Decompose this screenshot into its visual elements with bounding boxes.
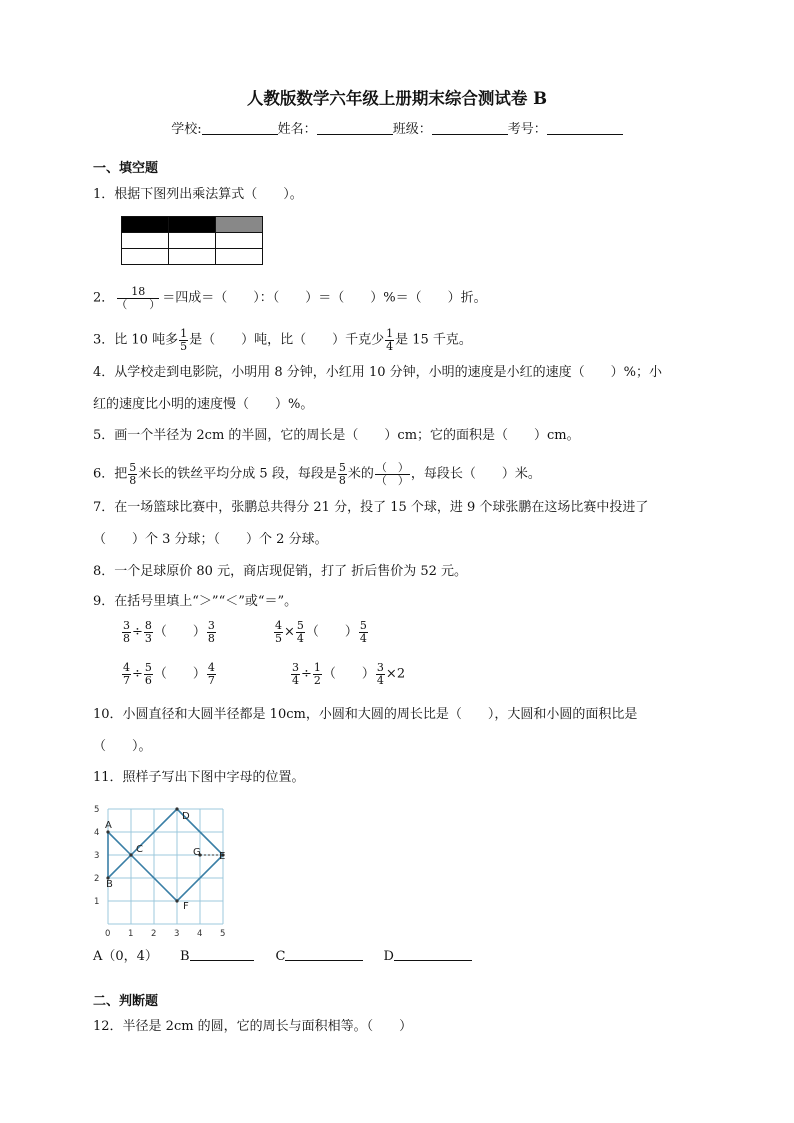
y-tick-label: 4 [94,828,100,838]
empty-cell [122,249,169,265]
operator: ÷ [301,666,312,682]
point-c [129,853,132,856]
point-label-e: E [219,851,226,862]
fraction: $\frac{5}{4}$ [359,619,367,645]
answer-d-blank[interactable] [394,948,472,961]
fraction: $\frac{18}{( )}$ [116,285,161,311]
fraction: $\frac{1}{5}$ [180,327,188,353]
fraction: $\frac{3}{4}$ [292,661,299,687]
y-tick-label: 5 [94,805,100,815]
fraction: $\frac{5}{6}$ [144,661,152,687]
fraction: $\frac{4}{7}$ [207,661,215,687]
question-3 [93,328,472,352]
section-heading-fill-in: 一、填空题 [93,161,159,176]
school-blank[interactable] [202,121,278,135]
fraction: $\frac{1}{2}$ [313,661,321,687]
text: 6．把 [93,466,128,482]
answer-c-label: C [275,949,286,964]
question-8: 8．一个足球原价 80 元，商店现促销，打了 折后售价为 52 元。 [93,564,468,579]
answer-b-label: B [179,949,190,964]
y-tick-label: 3 [94,851,100,861]
school-label: 学校: [171,122,202,137]
point-label-a: A [105,820,112,831]
partial-filled-cell [216,217,263,233]
question-10-line-1: 10．小圆直径和大圆半径都是 10cm，小圆和大圆的周长比是（ ），大圆和小圆的面积比是 [93,707,638,722]
y-tick-label: 2 [94,874,100,884]
question-4-line-1: 4．从学校走到电影院，小明用 8 分钟，小红用 10 分钟，小明的速度是小红的速度（ ）%；小 [93,365,662,380]
question-6 [93,462,541,486]
x-tick-label: 5 [220,929,226,939]
fraction: $\frac{3}{8}$ [207,619,215,645]
answer-a: A（0，4） [93,949,158,964]
point-label-d: D [182,811,190,822]
fraction: $\frac{3}{4}$ [376,661,384,687]
text: 米的 [347,466,374,482]
text: 3．比 10 吨多 [93,332,179,348]
x-tick-label: 1 [128,929,134,939]
y-tick-label: 1 [94,897,100,907]
section-heading-true-false: 二、判断题 [93,994,159,1009]
student-info-line [0,121,794,136]
empty-cell [122,233,169,249]
name-label: 姓名： [277,122,317,137]
question-1: 1．根据下图列出乘法算式（ ）。 [93,187,303,202]
x-tick-label: 0 [105,929,111,939]
fraction: $\frac{8}{3}$ [144,619,152,645]
answer-blank: （ ） [153,624,206,640]
fraction: $\frac{3}{8}$ [123,619,130,645]
segment-a-f [108,832,177,901]
x-tick-label: 4 [197,929,203,939]
point-label-g: G [193,847,201,858]
filled-cell [122,217,169,233]
question-2-text: ＝四成＝（ ）：（ ）＝（ ）%＝（ ）折。 [162,290,487,306]
empty-cell [169,249,216,265]
class-blank[interactable] [432,121,508,135]
point-label-c: C [136,844,143,855]
comparison-4 [290,662,405,686]
fraction: $\frac{4}{7}$ [123,661,130,687]
question-5: 5．画一个半径为 2cm 的半圆，它的周长是（ ）cm；它的面积是（ ）cm。 [93,428,580,443]
fraction: $\frac{4}{5}$ [275,619,282,645]
operator: ÷ [132,624,143,640]
fraction: $\frac{1}{4}$ [386,327,394,353]
empty-cell [169,233,216,249]
x-tick-label: 2 [151,929,157,939]
empty-cell [216,249,263,265]
answer-c-blank[interactable] [285,948,363,961]
answer-b-blank[interactable] [190,948,254,961]
question-11-answers [93,948,472,963]
question-7-line-1: 7．在一场篮球比赛中，张鹏总共得分 21 分，投了 15 个球，进 9 个球张鹏在这场比赛中投进了 [93,500,649,515]
text: ，每段长（ ）米。 [410,466,541,482]
fraction: $\frac{5}{8}$ [338,461,346,487]
fraction: $\frac{5}{4}$ [296,619,304,645]
point-f [175,899,178,902]
point-label-b: B [106,879,113,890]
operator: ×2 [385,666,406,682]
exam-no-label: 考号： [507,122,547,137]
grid-lines [108,809,226,924]
fraction-blank: $\frac{( )}{( )}$ [375,461,409,487]
question-12: 12．半径是 2cm 的圆，它的周长与面积相等。（ ） [93,1019,413,1034]
text: 是 15 千克。 [395,332,472,348]
question-7-line-2: （ ）个 3 分球；（ ）个 2 分球。 [93,532,328,547]
question-10-line-2: （ ）。 [93,739,152,754]
question-9: 9．在括号里填上“＞”“＜”或“＝”。 [93,594,298,609]
fraction: $\frac{5}{8}$ [129,461,137,487]
filled-cell [169,217,216,233]
question-4-line-2: 红的速度比小明的速度慢（ ）%。 [93,397,314,412]
exam-no-blank[interactable] [547,121,623,135]
comparison-1 [121,620,217,644]
page-title: 人教版数学六年级上册期末综合测试卷 B [246,89,548,108]
question-11: 11．照样子写出下图中字母的位置。 [93,770,305,785]
operator: ÷ [132,666,143,682]
class-label: 班级： [392,122,432,137]
text: 是（ ）吨，比（ ）千克少 [189,332,385,348]
coordinate-grid [90,800,240,940]
x-tick-label: 3 [174,929,180,939]
comparison-2 [273,620,369,644]
operator: × [284,624,295,640]
point-d [175,807,178,810]
point-label-f: F [183,901,189,912]
comparison-3 [121,662,217,686]
text: 米长的铁丝平均分成 5 段，每段是 [138,466,337,482]
answer-blank: （ ） [322,666,375,682]
answer-d-label: D [383,949,394,964]
answer-blank: （ ） [305,624,358,640]
question-2 [93,286,487,310]
name-blank[interactable] [317,121,393,135]
empty-cell [216,233,263,249]
question-1-figure [121,216,263,265]
answer-blank: （ ） [153,666,206,682]
question-2-number: 2． [93,290,115,306]
